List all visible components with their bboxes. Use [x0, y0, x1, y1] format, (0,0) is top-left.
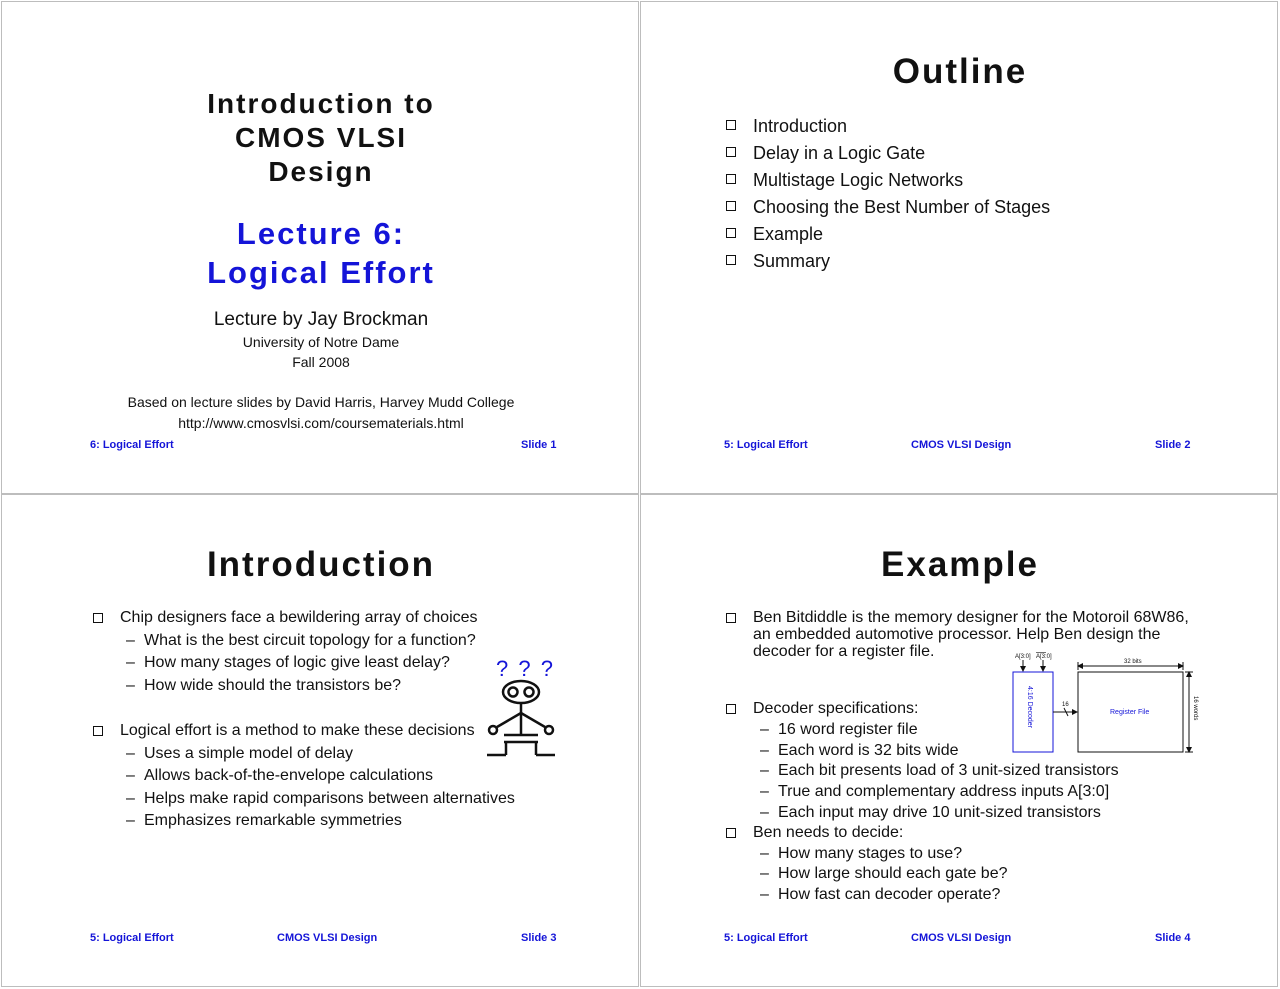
checkbox-bullet-icon [726, 174, 736, 184]
footer-right: Slide 2 [1155, 439, 1191, 451]
checkbox-bullet-icon [726, 147, 736, 157]
height-label: 16 words [1192, 696, 1198, 721]
checkbox-bullet-icon [726, 613, 736, 623]
footer-right: Slide 1 [521, 439, 557, 451]
footer-center: CMOS VLSI Design [277, 932, 378, 944]
slide-title: Introduction [206, 545, 436, 584]
input-a-label: A[3:0] [1015, 654, 1031, 660]
university: University of Notre Dame [242, 334, 400, 350]
subtitle-line-1: Lecture 6: [236, 216, 406, 251]
checkbox-bullet-icon [93, 726, 103, 736]
title-line-3: Design [268, 156, 374, 187]
slide-title: Outline [892, 52, 1028, 91]
footer-center: CMOS VLSI Design [911, 439, 1012, 451]
bus-width-label: 16 [1062, 702, 1069, 708]
source-url[interactable]: http://www.cmosvlsi.com/coursematerials.html [178, 415, 464, 431]
title-line-2: CMOS VLSI [234, 122, 407, 153]
question-marks: ? ? ? [496, 656, 555, 681]
slide-2: Outline Introduction Delay in a Logic Gate Multistage Logic Networks Choosing the Best Number of Stages Example Summary 5: Logical Effort CMOS VLSI Design Slide 2 [640, 1, 1278, 494]
decoder-register-file-diagram [1006, 650, 1206, 755]
slide-4: Example Ben Bitdiddle is the memory designer for the Motoroil 68W86, an embedded automotive processor. Help Ben design the decoder for a register file. Decoder specifications: – 16 word register file – Each word is 32 bits wide – Each bit presents load of 3 unit-sized transistors – True and complementary address inputs A[3:0] – Each input may drive 10 unit-sized transistors Ben needs to decide: – How many stages to use? – How large should each gate be? – How fast can decoder operate? A[3:0] A[3:0] 4:16 Decoder 16 32 bits Register File 16 words 5: Logical Effort CMOS VLSI Design Slide 4 [640, 494, 1278, 987]
checkbox-bullet-icon [726, 228, 736, 238]
title-line-1: Introduction to [207, 88, 435, 119]
width-label: 32 bits [1124, 659, 1142, 665]
input-abar-label: A[3:0] [1036, 654, 1052, 660]
checkbox-bullet-icon [93, 613, 103, 623]
bullet-continuation: decoder for a register file. [753, 643, 935, 660]
footer-right: Slide 3 [521, 932, 557, 944]
term: Fall 2008 [292, 354, 350, 370]
footer-center: CMOS VLSI Design [911, 932, 1012, 944]
footer-left: 5: Logical Effort [724, 932, 808, 944]
footer-left: 5: Logical Effort [724, 439, 808, 451]
decoder-label: 4:16 Decoder [1026, 686, 1033, 729]
footer-left: 6: Logical Effort [90, 439, 174, 451]
slide-3: Introduction Chip designers face a bewildering array of choices – What is the best circuit topology for a function? – How many stages of logic give least delay? – How wide should the transistors be? Logical effort is a method to make these decisions – Uses a simple model of delay – Allows back-of-the-envelope calculations – Helps make rapid comparisons between alternatives – Emphasizes remarkable symmetries ? ? ? 5: Logical Effort CMOS VLSI Design Slide 3 [1, 494, 639, 987]
confused-stick-figure-icon [484, 679, 559, 775]
subtitle-line-2: Logical Effort [207, 255, 435, 290]
slide-title: Example [881, 545, 1039, 584]
credit-line: Based on lecture slides by David Harris, Harvey Mudd College [127, 394, 515, 410]
slide-1 [1, 1, 639, 494]
register-file-label: Register File [1110, 709, 1150, 716]
lecturer: Lecture by Jay Brockman [213, 309, 429, 330]
checkbox-bullet-icon [726, 704, 736, 714]
footer-left: 5: Logical Effort [90, 932, 174, 944]
footer-right: Slide 4 [1155, 932, 1191, 944]
checkbox-bullet-icon [726, 255, 736, 265]
checkbox-bullet-icon [726, 120, 736, 130]
checkbox-bullet-icon [726, 828, 736, 838]
bullet-continuation: an embedded automotive processor. Help Ben design the [753, 626, 1161, 643]
checkbox-bullet-icon [726, 201, 736, 211]
